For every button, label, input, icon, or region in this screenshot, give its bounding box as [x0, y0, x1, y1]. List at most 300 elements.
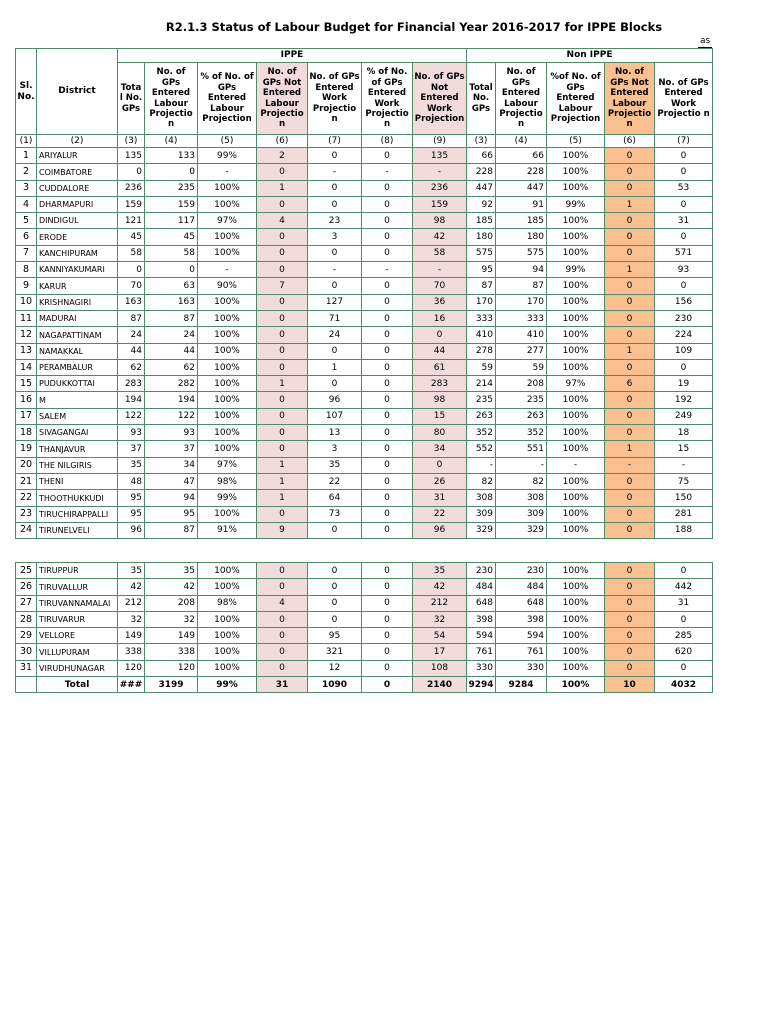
value-cell: 410	[496, 327, 547, 343]
value-cell: 121	[118, 213, 145, 229]
value-cell: 31	[655, 595, 713, 611]
district-cell: KRISHNAGIRI	[37, 294, 118, 310]
value-cell: 58	[413, 245, 467, 261]
serial-number-cell: 7	[16, 245, 37, 261]
value-cell: 22	[413, 506, 467, 522]
table-row	[16, 644, 713, 660]
value-cell: 0	[362, 425, 413, 441]
value-cell: 0	[308, 180, 362, 196]
total-cell: ###	[118, 677, 145, 693]
value-cell: -	[655, 457, 713, 473]
value-cell: 0	[655, 196, 713, 212]
value-cell: 0	[362, 229, 413, 245]
value-cell: 98%	[198, 595, 257, 611]
value-cell: 100%	[547, 213, 605, 229]
value-cell: 308	[467, 490, 496, 506]
header-non-ippe-col: No. of GPs Entered Labour Projectio n	[496, 63, 547, 135]
value-cell: 47	[145, 473, 198, 489]
value-cell: 163	[145, 294, 198, 310]
value-cell: 185	[496, 213, 547, 229]
value-cell: 0	[362, 490, 413, 506]
value-cell: 100%	[547, 278, 605, 294]
value-cell: 0	[362, 595, 413, 611]
value-cell: 90%	[198, 278, 257, 294]
value-cell: 0	[655, 359, 713, 375]
value-cell: 352	[467, 425, 496, 441]
column-number: (7)	[308, 135, 362, 148]
value-cell: 24	[118, 327, 145, 343]
total-cell: 10	[605, 677, 655, 693]
value-cell: 0	[362, 563, 413, 579]
total-cell: 9294	[467, 677, 496, 693]
value-cell: 100%	[198, 660, 257, 676]
table-row	[16, 294, 713, 310]
serial-number-cell: 27	[16, 595, 37, 611]
district-cell: SALEM	[37, 408, 118, 424]
value-cell: -	[308, 262, 362, 278]
serial-number-cell: 25	[16, 563, 37, 579]
table-row	[16, 660, 713, 676]
serial-number-cell: 4	[16, 196, 37, 212]
value-cell: 82	[496, 473, 547, 489]
value-cell: 0	[362, 611, 413, 627]
value-cell: 117	[145, 213, 198, 229]
value-cell: 0	[308, 343, 362, 359]
value-cell: 4	[257, 213, 308, 229]
value-cell: 61	[413, 359, 467, 375]
value-cell: 93	[655, 262, 713, 278]
value-cell: 0	[605, 310, 655, 326]
value-cell: 0	[605, 563, 655, 579]
value-cell: 100%	[547, 490, 605, 506]
table-row	[16, 310, 713, 326]
value-cell: 99%	[547, 196, 605, 212]
value-cell: 194	[118, 392, 145, 408]
table-row	[16, 164, 713, 180]
value-cell: 100%	[547, 425, 605, 441]
value-cell: 352	[496, 425, 547, 441]
value-cell: 135	[118, 148, 145, 164]
value-cell: 13	[308, 425, 362, 441]
serial-number-cell: 22	[16, 490, 37, 506]
value-cell: 163	[118, 294, 145, 310]
value-cell: 185	[467, 213, 496, 229]
value-cell: 100%	[547, 628, 605, 644]
value-cell: 100%	[547, 294, 605, 310]
value-cell: 96	[413, 522, 467, 538]
value-cell: 108	[413, 660, 467, 676]
serial-number-cell: 6	[16, 229, 37, 245]
serial-number-cell: 2	[16, 164, 37, 180]
value-cell: 228	[467, 164, 496, 180]
value-cell: 100%	[198, 644, 257, 660]
value-cell: 0	[257, 245, 308, 261]
value-cell: 100%	[198, 229, 257, 245]
value-cell: 95	[308, 628, 362, 644]
value-cell: -	[547, 457, 605, 473]
table-row	[16, 611, 713, 627]
value-cell: 0	[605, 245, 655, 261]
value-cell: 100%	[547, 579, 605, 595]
value-cell: 0	[605, 644, 655, 660]
value-cell: 109	[655, 343, 713, 359]
value-cell: 59	[467, 359, 496, 375]
value-cell: 277	[496, 343, 547, 359]
value-cell: 212	[118, 595, 145, 611]
value-cell: 0	[308, 522, 362, 538]
value-cell: 70	[118, 278, 145, 294]
district-cell: SIVAGANGAI	[37, 425, 118, 441]
value-cell: 1	[605, 262, 655, 278]
serial-number-cell: 8	[16, 262, 37, 278]
value-cell: 0	[413, 457, 467, 473]
value-cell: 122	[118, 408, 145, 424]
table-row	[16, 392, 713, 408]
value-cell: 16	[413, 310, 467, 326]
value-cell: 192	[655, 392, 713, 408]
total-cell: 4032	[655, 677, 713, 693]
district-cell: TIRUPPUR	[37, 563, 118, 579]
district-cell: NAMAKKAL	[37, 343, 118, 359]
value-cell: 0	[308, 595, 362, 611]
value-cell: 100%	[547, 310, 605, 326]
value-cell: 0	[308, 611, 362, 627]
value-cell: 208	[145, 595, 198, 611]
column-number: (3)	[118, 135, 145, 148]
value-cell: 42	[145, 579, 198, 595]
table-row	[16, 359, 713, 375]
value-cell: 0	[362, 392, 413, 408]
value-cell: 321	[308, 644, 362, 660]
value-cell: 0	[605, 229, 655, 245]
value-cell: 22	[308, 473, 362, 489]
value-cell: 135	[413, 148, 467, 164]
value-cell: 0	[257, 294, 308, 310]
value-cell: 59	[496, 359, 547, 375]
table-row	[16, 506, 713, 522]
value-cell: 230	[496, 563, 547, 579]
table-row	[16, 628, 713, 644]
table-row	[16, 327, 713, 343]
value-cell: 62	[145, 359, 198, 375]
value-cell: 0	[362, 294, 413, 310]
serial-number-cell: 31	[16, 660, 37, 676]
table-row	[16, 457, 713, 473]
value-cell: 100%	[547, 408, 605, 424]
value-cell: 0	[145, 164, 198, 180]
table-row	[16, 278, 713, 294]
value-cell: 283	[413, 376, 467, 392]
column-number: (5)	[198, 135, 257, 148]
value-cell: 1	[605, 441, 655, 457]
serial-number-cell: 10	[16, 294, 37, 310]
serial-number-cell: 9	[16, 278, 37, 294]
header-sl-no: Sl. No.	[16, 49, 37, 135]
value-cell: 552	[467, 441, 496, 457]
value-cell: 571	[655, 245, 713, 261]
value-cell: 0	[605, 473, 655, 489]
value-cell: 0	[362, 180, 413, 196]
as-of-label: as	[700, 36, 711, 46]
value-cell: 0	[362, 660, 413, 676]
value-cell: 4	[257, 595, 308, 611]
value-cell: 0	[605, 425, 655, 441]
value-cell: 45	[145, 229, 198, 245]
value-cell: 230	[467, 563, 496, 579]
value-cell: 0	[605, 359, 655, 375]
value-cell: 0	[605, 392, 655, 408]
district-cell: MADURAI	[37, 310, 118, 326]
value-cell: 54	[413, 628, 467, 644]
serial-number-cell: 19	[16, 441, 37, 457]
value-cell: 0	[605, 628, 655, 644]
value-cell: 1	[257, 180, 308, 196]
value-cell: 82	[467, 473, 496, 489]
table-row	[16, 522, 713, 538]
value-cell: 94	[496, 262, 547, 278]
value-cell: 66	[496, 148, 547, 164]
value-cell: 100%	[547, 359, 605, 375]
district-cell: KANNIYAKUMARI	[37, 262, 118, 278]
value-cell: 19	[655, 376, 713, 392]
table-row	[16, 262, 713, 278]
value-cell: 18	[655, 425, 713, 441]
value-cell: 208	[496, 376, 547, 392]
value-cell: 0	[655, 229, 713, 245]
value-cell: 100%	[547, 611, 605, 627]
value-cell: 0	[362, 278, 413, 294]
value-cell: 15	[655, 441, 713, 457]
value-cell: 100%	[198, 294, 257, 310]
value-cell: 0	[118, 262, 145, 278]
value-cell: 35	[118, 563, 145, 579]
value-cell: 0	[362, 327, 413, 343]
header-non-ippe-col: No. of GPs Entered Work Projectio n	[655, 63, 713, 135]
value-cell: 0	[257, 164, 308, 180]
value-cell: 96	[118, 522, 145, 538]
value-cell: 149	[118, 628, 145, 644]
district-cell: VELLORE	[37, 628, 118, 644]
value-cell: 96	[308, 392, 362, 408]
value-cell: 3	[308, 229, 362, 245]
table-row	[16, 196, 713, 212]
value-cell: 0	[362, 506, 413, 522]
value-cell: 1	[605, 196, 655, 212]
value-cell: 0	[605, 522, 655, 538]
value-cell: 80	[413, 425, 467, 441]
value-cell: 170	[467, 294, 496, 310]
value-cell: 159	[145, 196, 198, 212]
value-cell: 100%	[198, 359, 257, 375]
value-cell: 0	[655, 660, 713, 676]
value-cell: 0	[362, 310, 413, 326]
table-row	[16, 595, 713, 611]
value-cell: 17	[413, 644, 467, 660]
value-cell: 159	[118, 196, 145, 212]
value-cell: -	[362, 262, 413, 278]
serial-number-cell: 20	[16, 457, 37, 473]
labour-budget-table	[15, 48, 713, 539]
value-cell: 1	[257, 457, 308, 473]
value-cell: 100%	[198, 245, 257, 261]
value-cell: 0	[605, 294, 655, 310]
district-cell: THE NILGIRIS	[37, 457, 118, 473]
header-non-ippe-col: Total No. GPs	[467, 63, 496, 135]
value-cell: 0	[257, 660, 308, 676]
value-cell: 330	[467, 660, 496, 676]
district-cell: COIMBATORE	[37, 164, 118, 180]
value-cell: 0	[605, 213, 655, 229]
value-cell: -	[605, 457, 655, 473]
value-cell: -	[467, 457, 496, 473]
value-cell: 62	[118, 359, 145, 375]
value-cell: -	[198, 262, 257, 278]
value-cell: 0	[308, 196, 362, 212]
serial-number-cell: 17	[16, 408, 37, 424]
value-cell: 214	[467, 376, 496, 392]
value-cell: 329	[467, 522, 496, 538]
value-cell: 575	[496, 245, 547, 261]
value-cell: 0	[605, 660, 655, 676]
value-cell: 263	[467, 408, 496, 424]
value-cell: 34	[413, 441, 467, 457]
value-cell: 100%	[547, 164, 605, 180]
value-cell: 0	[605, 180, 655, 196]
value-cell: 235	[467, 392, 496, 408]
value-cell: 338	[145, 644, 198, 660]
value-cell: 0	[362, 579, 413, 595]
value-cell: 0	[257, 408, 308, 424]
value-cell: 1	[257, 473, 308, 489]
value-cell: 0	[118, 164, 145, 180]
value-cell: 3	[308, 441, 362, 457]
value-cell: 0	[362, 245, 413, 261]
value-cell: 26	[413, 473, 467, 489]
value-cell: 98%	[198, 473, 257, 489]
total-cell: 2140	[413, 677, 467, 693]
column-number: (6)	[257, 135, 308, 148]
value-cell: 0	[655, 164, 713, 180]
value-cell: 0	[257, 611, 308, 627]
column-number: (2)	[37, 135, 118, 148]
total-cell: 0	[362, 677, 413, 693]
value-cell: 0	[605, 506, 655, 522]
value-cell: 0	[362, 457, 413, 473]
value-cell: 87	[145, 522, 198, 538]
value-cell: 100%	[547, 506, 605, 522]
value-cell: 23	[308, 213, 362, 229]
value-cell: 0	[257, 579, 308, 595]
total-cell: 3199	[145, 677, 198, 693]
district-cell: TIRUCHIRAPPALLI	[37, 506, 118, 522]
value-cell: 0	[257, 506, 308, 522]
value-cell: 98	[413, 392, 467, 408]
value-cell: 100%	[198, 611, 257, 627]
serial-number-cell: 16	[16, 392, 37, 408]
column-number: (4)	[145, 135, 198, 148]
value-cell: 180	[467, 229, 496, 245]
table-row	[16, 579, 713, 595]
value-cell: 0	[257, 644, 308, 660]
table-row	[16, 473, 713, 489]
district-cell: VILLUPURAM	[37, 644, 118, 660]
column-number: (4)	[496, 135, 547, 148]
value-cell: 285	[655, 628, 713, 644]
value-cell: 333	[496, 310, 547, 326]
header-ippe-col: Tota l No. GPs	[118, 63, 145, 135]
value-cell: 45	[118, 229, 145, 245]
value-cell: 484	[496, 579, 547, 595]
value-cell: 0	[605, 408, 655, 424]
value-cell: 188	[655, 522, 713, 538]
district-cell: PERAMBALUR	[37, 359, 118, 375]
value-cell: 100%	[547, 148, 605, 164]
value-cell: 63	[145, 278, 198, 294]
value-cell: 0	[605, 148, 655, 164]
district-cell: NAGAPATTINAM	[37, 327, 118, 343]
value-cell: -	[308, 164, 362, 180]
value-cell: 0	[308, 563, 362, 579]
value-cell: 64	[308, 490, 362, 506]
value-cell: 100%	[198, 579, 257, 595]
value-cell: 95	[118, 490, 145, 506]
value-cell: 100%	[547, 245, 605, 261]
value-cell: 0	[257, 441, 308, 457]
value-cell: 73	[308, 506, 362, 522]
value-cell: 0	[257, 359, 308, 375]
value-cell: 6	[605, 376, 655, 392]
value-cell: 0	[308, 245, 362, 261]
value-cell: 0	[362, 644, 413, 660]
value-cell: 281	[655, 506, 713, 522]
value-cell: 100%	[547, 660, 605, 676]
serial-number-cell: 13	[16, 343, 37, 359]
serial-number-cell: 26	[16, 579, 37, 595]
header-ippe-col: No. of GPs Entered Work Projectio n	[308, 63, 362, 135]
table-row	[16, 229, 713, 245]
value-cell: 100%	[547, 392, 605, 408]
value-cell: 95	[118, 506, 145, 522]
value-cell: 99%	[547, 262, 605, 278]
column-number: (3)	[467, 135, 496, 148]
value-cell: 0	[362, 376, 413, 392]
value-cell: 100%	[198, 408, 257, 424]
value-cell: 0	[362, 343, 413, 359]
value-cell: 620	[655, 644, 713, 660]
value-cell: 35	[145, 563, 198, 579]
value-cell: 99%	[198, 490, 257, 506]
value-cell: 92	[467, 196, 496, 212]
value-cell: 159	[413, 196, 467, 212]
value-cell: 100%	[198, 376, 257, 392]
value-cell: 338	[118, 644, 145, 660]
value-cell: 2	[257, 148, 308, 164]
value-cell: 32	[413, 611, 467, 627]
value-cell: 0	[655, 611, 713, 627]
district-cell: ERODE	[37, 229, 118, 245]
district-cell: DINDIGUL	[37, 213, 118, 229]
value-cell: 0	[605, 490, 655, 506]
table-row	[16, 376, 713, 392]
value-cell: -	[362, 164, 413, 180]
value-cell: 7	[257, 278, 308, 294]
value-cell: 263	[496, 408, 547, 424]
value-cell: 100%	[198, 628, 257, 644]
serial-number-cell: 29	[16, 628, 37, 644]
value-cell: 224	[655, 327, 713, 343]
value-cell: 0	[605, 164, 655, 180]
value-cell: 0	[257, 262, 308, 278]
